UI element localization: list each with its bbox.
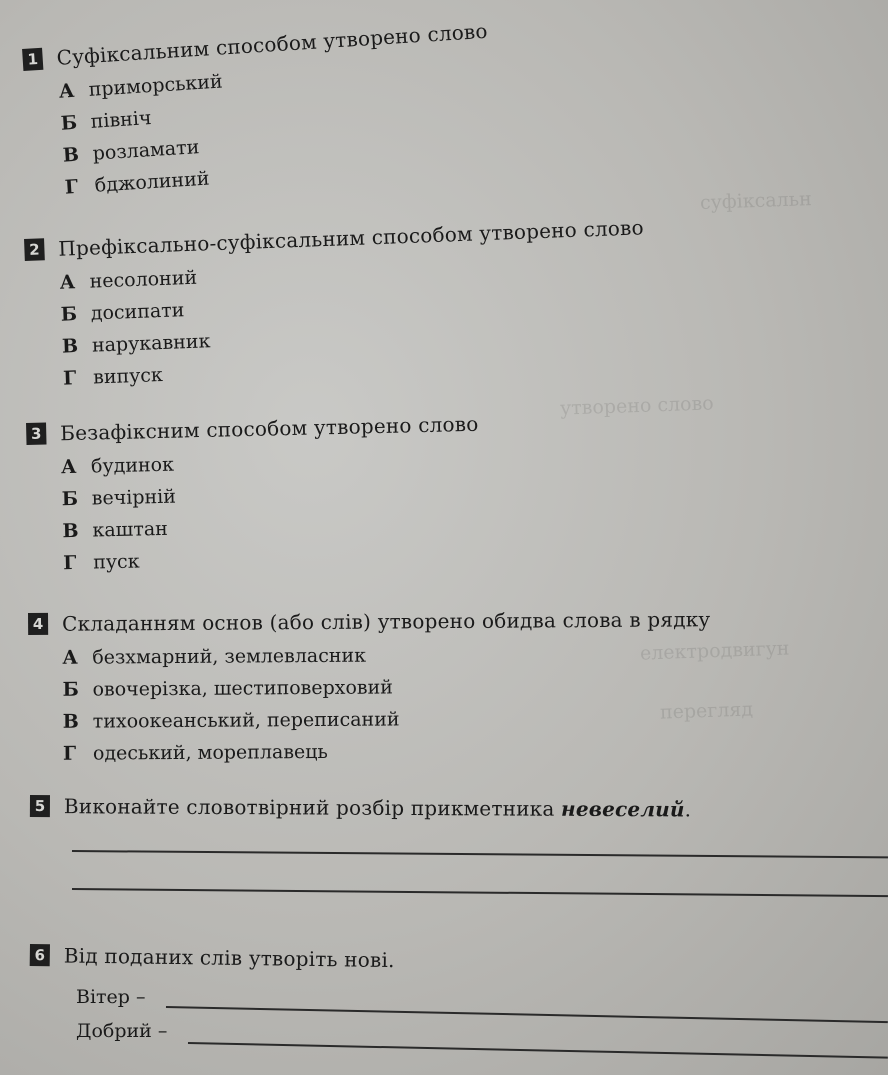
answer-line-veter[interactable] xyxy=(166,1006,888,1023)
option-text: випуск xyxy=(92,364,164,389)
question-number: 4 xyxy=(28,613,48,635)
option-text: розламати xyxy=(92,136,200,165)
option-text: тихоокеанський, переписаний xyxy=(92,708,400,733)
question-1 xyxy=(22,19,497,206)
question-end-punct: . xyxy=(684,797,692,822)
question-number: 3 xyxy=(26,423,46,445)
option-letter: А xyxy=(60,455,77,479)
question-4 xyxy=(28,607,711,770)
option-text: північ xyxy=(90,107,153,133)
option-text: досипати xyxy=(90,299,185,325)
option-letter: Г xyxy=(62,742,77,765)
question-text: Префіксально-суфіксальним способом утворено слово xyxy=(57,215,645,261)
option-text: приморський xyxy=(88,70,224,101)
answer-option[interactable] xyxy=(62,669,710,706)
question-text: Безафіксним способом утворено слово xyxy=(59,411,479,446)
question-2 xyxy=(24,215,649,396)
option-text: овочерізка, шестиповерховий xyxy=(92,676,393,701)
option-text: бджолиний xyxy=(94,167,211,197)
option-letter: Б xyxy=(62,678,79,701)
question-number: 6 xyxy=(30,944,50,966)
option-letter: Г xyxy=(62,551,77,575)
option-letter: А xyxy=(59,271,76,294)
option-letter: Б xyxy=(61,487,79,511)
question-number: 1 xyxy=(22,48,43,71)
option-text: безхмарний, землевласник xyxy=(92,644,367,669)
word-dobryi-label: Добрий – xyxy=(76,1020,168,1042)
target-word: невеселий xyxy=(561,796,685,822)
question-5 xyxy=(30,794,691,821)
question-text: Суфіксальним способом утворено слово xyxy=(55,18,489,70)
option-text: нарукавник xyxy=(91,330,211,357)
option-text: несолоний xyxy=(89,266,198,293)
word-veter-label: Вітер – xyxy=(76,986,146,1008)
option-letter: В xyxy=(61,335,79,358)
option-letter: Г xyxy=(64,175,79,199)
question-text: Від поданих слів утворіть нові. xyxy=(63,943,395,973)
answer-line-1[interactable] xyxy=(72,850,888,858)
option-letter: Б xyxy=(60,303,78,326)
question-number: 2 xyxy=(24,238,45,261)
option-text: вечірній xyxy=(91,485,177,510)
question-text: Виконайте словотвірний розбір прикметника xyxy=(63,794,555,821)
option-letter: Б xyxy=(60,111,78,135)
option-text: пуск xyxy=(92,550,140,574)
question-number: 5 xyxy=(30,795,50,817)
answer-option[interactable] xyxy=(63,701,711,738)
option-letter: В xyxy=(62,519,79,543)
question-3 xyxy=(26,412,482,580)
option-letter: В xyxy=(62,710,79,733)
option-text: одеський, мореплавець xyxy=(92,740,328,765)
option-letter: В xyxy=(62,143,80,167)
answer-line-dobryi[interactable] xyxy=(188,1042,888,1058)
option-letter: А xyxy=(58,79,75,103)
answer-option[interactable] xyxy=(62,637,710,674)
question-text: Складанням основ (або слів) утворено обидва слова в рядку xyxy=(61,607,711,636)
option-text: будинок xyxy=(90,453,175,478)
answer-line-2[interactable] xyxy=(72,888,888,897)
answer-option[interactable] xyxy=(63,733,711,770)
option-letter: Г xyxy=(62,367,77,390)
option-letter: А xyxy=(62,646,78,669)
question-6 xyxy=(30,943,395,972)
option-text: каштан xyxy=(92,517,169,542)
